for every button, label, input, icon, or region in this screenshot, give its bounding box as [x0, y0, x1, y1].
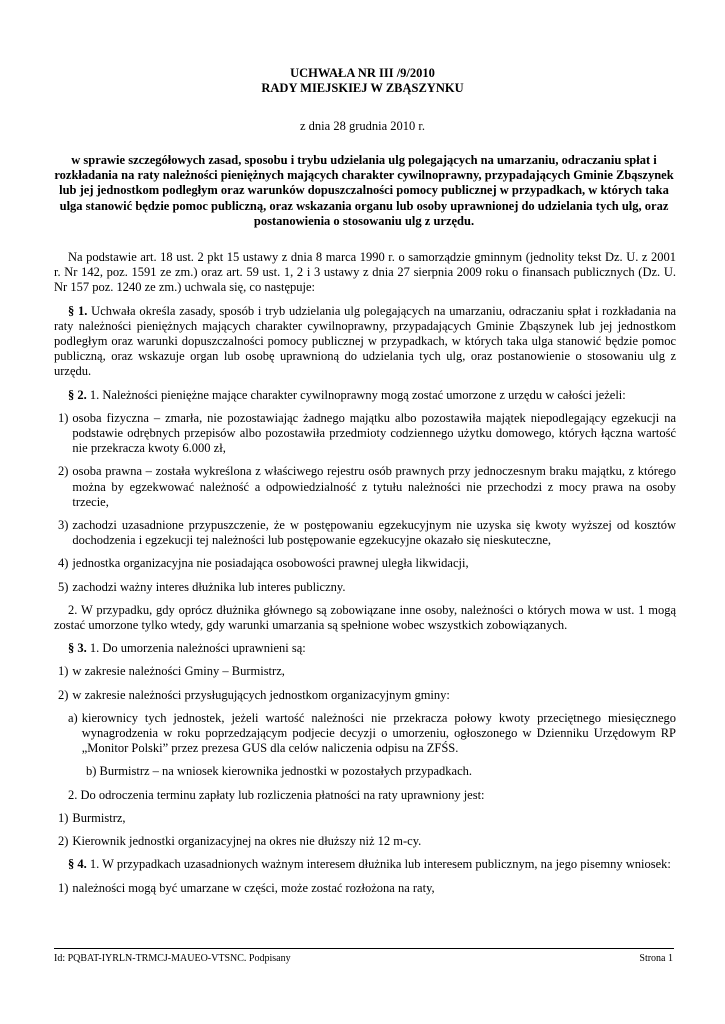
list-text: Kierownik jednostki organizacyjnej na okres nie dłuższy niż 12 m-cy.: [72, 834, 422, 849]
list-number: 1): [58, 410, 69, 425]
list-item: [54, 688, 676, 703]
list-text: zachodzi uzasadnione przypuszczenie, że w postępowaniu egzekucyjnym nie uzyska się kwoty wyższej od kosztów dochodzenia i egzekucji tej należności lub postępowanie egzekucyjne okazało się nieskuteczne,: [72, 518, 676, 548]
list-number: 5): [58, 579, 69, 594]
list-item: [54, 411, 676, 457]
sub-list-item-a: [54, 711, 676, 757]
list-item: [54, 580, 676, 595]
section-3-paragraph-2: 2. Do odroczenia terminu zapłaty lub rozliczenia płatności na raty uprawniony jest:: [68, 787, 485, 802]
list-text: należności mogą być umarzane w części, może zostać rozłożona na raty,: [72, 880, 435, 895]
list-text: zachodzi ważny interes dłużnika lub interes publiczny.: [72, 579, 346, 594]
council-name: RADY MIEJSKIEJ W ZBĄSZYNKU: [261, 81, 464, 95]
list-number: 1): [58, 664, 69, 679]
list-text: Burmistrz,: [72, 810, 126, 825]
section-4: [54, 857, 676, 872]
list-number: 2): [58, 464, 69, 479]
list-text: w zakresie należności Gminy – Burmistrz,: [72, 664, 285, 679]
list-number: 1): [58, 880, 69, 895]
section-2-paragraph-2: 2. W przypadku, gdy oprócz dłużnika głównego są zobowiązane inne osoby, należności o których mowa w ust. 1 mogą zostać umorzone tylko wtedy, gdy warunki umarzania są spełnione wobec wszystkich zobowiązanych.: [54, 602, 676, 633]
section-3: [54, 641, 676, 656]
resolution-date: z dnia 28 grudnia 2010 r.: [300, 119, 425, 133]
resolution-subject: w sprawie szczegółowych zasad, sposobu i trybu udzielania ulg polegających na umarzaniu, odraczaniu spłat i rozkładania na raty należności pieniężnych mających charakter cywilnoprawny, przypadających Gminie Zbąszynek lub jej jednostkom podległym oraz warunków dopuszczalności pomocy publicznej w przypadkach, w których taka ulga stanowić będzie pomoc publiczną, oraz wskazania organu lub osoby uprawnionej do udzielania tych ulg, oraz postanowienia o stosowaniu ulg z urzędu.: [54, 153, 674, 228]
section-3-text: 1. Do umorzenia należności uprawnieni są:: [86, 641, 306, 656]
list-number: a): [68, 710, 78, 725]
list-text: kierownicy tych jednostek, jeżeli wartość należności nie przekracza połowy kwoty przeciętnego miesięcznego wynagrodzenia w roku poprzedzającym podjecie decyzji o umorzeniu, ogłoszonego w Dzienniku Urzędowym RP „Monitor Polski” przez prezesa GUS dla celów naliczenia odpisu na ZFŚS.: [81, 710, 676, 756]
list-item: [54, 881, 676, 896]
list-text: jednostka organizacyjna nie posiadająca osobowości prawnej uległa likwidacji,: [72, 556, 469, 571]
list-item: [54, 556, 676, 571]
list-item: [54, 834, 676, 849]
page-number: Strona 1: [639, 953, 673, 964]
section-4-text: 1. W przypadkach uzasadnionych ważnym interesem dłużnika lub interesem publicznym, na jego pisemny wniosek:: [86, 857, 671, 872]
section-3-label: § 3.: [68, 641, 87, 656]
footer-divider: [54, 948, 674, 949]
list-text: osoba prawna – została wykreślona z właściwego rejestru osób prawnych przy jednoczesnym braku majątku, z którego można by egzekwować należność a odpowiedzialność z tytułu należności nie przechodzi z mocy prawa na osoby trzecie,: [72, 464, 676, 509]
resolution-title: UCHWAŁA NR III /9/2010: [290, 66, 435, 80]
section-4-label: § 4.: [68, 857, 87, 872]
document-body: [54, 250, 676, 904]
section-1-text: Uchwała określa zasady, sposób i tryb udzielania ulg polegających na umarzaniu, odraczaniu spłat i rozkładania na raty należności pieniężnych mających charakter cywilnoprawny, przypadających Gminie Zbąszynek lub jej jednostkom podległym oraz warunki dopuszczalności pomocy publicznej w przypadkach, w których taka ulga stanowić będzie pomoc publiczną, oraz wskazuje organ lub osobę uprawnioną do udzielania tych ulg, oraz postanowienie o stosowaniu ulg z urzędu.: [54, 303, 676, 379]
list-number: 4): [58, 556, 69, 571]
list-number: 2): [58, 834, 69, 849]
list-number: 2): [58, 687, 69, 702]
list-item: [54, 464, 676, 510]
list-text: osoba fizyczna – zmarła, nie pozostawiając żadnego majątku albo pozostawiła majątek niepodlegający egzekucji na podstawie odrębnych przepisów albo pozostawiła przedmioty codziennego użytku domowego, których łączna wartość nie przekracza kwoty 6.000 zł,: [72, 410, 676, 456]
section-2-label: § 2.: [68, 387, 87, 402]
sub-list-item-b: b) Burmistrz – na wniosek kierownika jednostki w pozostałych przypadkach.: [86, 764, 473, 779]
section-1: [54, 304, 676, 380]
list-item: [54, 518, 676, 548]
section-1-label: § 1.: [68, 303, 88, 318]
list-item: [54, 811, 676, 826]
list-item: [54, 664, 676, 679]
list-number: 3): [58, 518, 69, 533]
list-number: 1): [58, 810, 69, 825]
section-2-text: 1. Należności pieniężne mające charakter cywilnoprawny mogą zostać umorzone z urzędu w całości jeżeli:: [86, 387, 626, 402]
document-id: Id: PQBAT-IYRLN-TRMCJ-MAUEO-VTSNC. Podpisany: [54, 953, 291, 964]
section-2: [54, 388, 676, 403]
list-text: w zakresie należności przysługujących jednostkom organizacyjnym gminy:: [72, 687, 450, 702]
preamble: Na podstawie art. 18 ust. 2 pkt 15 ustawy z dnia 8 marca 1990 r. o samorządzie gminnym (jednolity tekst Dz. U. z 2001 r. Nr 142, poz. 1591 ze zm.) oraz art. 59 ust. 1, 2 i 3 ustawy z dnia 27 sierpnia 2009 roku o finansach publicznych (Dz. U. Nr 157 poz. 1240 ze zm.) uchwala się, co następuje:: [54, 250, 676, 295]
